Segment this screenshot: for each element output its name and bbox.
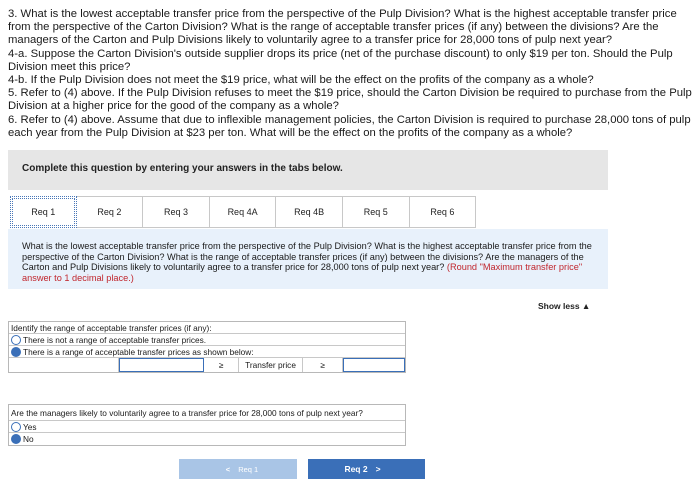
range-input-row bbox=[9, 358, 405, 372]
prompt-rounding-note: (Round "Maximum transfer price" answer to 1 decimal place.) bbox=[22, 262, 583, 283]
radio-no[interactable] bbox=[11, 434, 21, 444]
option-no-row[interactable] bbox=[9, 433, 405, 445]
option-no-label: No bbox=[23, 434, 34, 444]
range-spacer-left bbox=[9, 358, 119, 372]
tab-req-6[interactable]: Req 6 bbox=[410, 196, 477, 228]
question-4a: 4-a. Suppose the Carton Division's outside supplier drops its price (net of the purchase discount) to only $19 per ton. Should the Pulp Division meet this price? bbox=[8, 47, 673, 73]
range-answer-table bbox=[8, 321, 406, 373]
option-range-row[interactable] bbox=[9, 346, 405, 358]
question-4b: 4-b. If the Pulp Division does not meet the $19 price, what will be the effect on the profits of the company as a whole? bbox=[8, 74, 594, 87]
agree-answer-table bbox=[8, 404, 406, 446]
agree-question-row bbox=[9, 405, 405, 421]
question-5: 5. Refer to (4) above. If the Pulp Division refuses to meet the $19 price, should the Carton Division be required to purchase from the Pulp Division at a higher price for the good of the company as a whole? bbox=[8, 87, 692, 113]
tab-req-4a[interactable]: Req 4A bbox=[210, 196, 277, 228]
prompt-text: What is the lowest acceptable transfer price from the perspective of the Pulp Division? What is the highest acceptable transfer price from the perspective of the Carton Division? What is the range of acceptable transfer prices (if any) between the divisions? Are the managers of the Carton and Pulp Divisions likely to voluntarily agree to a transfer price for 28,000 tons of pulp next year? bbox=[22, 241, 592, 273]
range-heading: Identify the range of acceptable transfer prices (if any): bbox=[11, 322, 212, 333]
chevron-right-icon: > bbox=[375, 464, 381, 474]
max-transfer-price-input[interactable] bbox=[343, 358, 405, 372]
option-range-label: There is a range of acceptable transfer prices as shown below: bbox=[23, 346, 254, 357]
radio-no-range[interactable] bbox=[11, 335, 21, 345]
show-less-link[interactable]: Show less ▲ bbox=[538, 301, 591, 311]
next-req-label: Req 2 bbox=[344, 464, 368, 474]
range-heading-row bbox=[9, 322, 405, 334]
prev-req-button[interactable] bbox=[179, 459, 297, 479]
min-transfer-price-input[interactable] bbox=[119, 358, 204, 372]
option-no-range-label: There is not a range of acceptable transfer prices. bbox=[23, 334, 207, 345]
req-tabs bbox=[10, 196, 476, 228]
option-no-range-row[interactable] bbox=[9, 334, 405, 346]
req-prompt bbox=[8, 229, 608, 289]
prev-req-label: Req 1 bbox=[238, 464, 259, 474]
tab-req-1[interactable]: Req 1 bbox=[10, 196, 77, 228]
instruction-text: Complete this question by entering your answers in the tabs below. bbox=[22, 163, 343, 174]
next-req-button[interactable] bbox=[308, 459, 425, 479]
option-yes-label: Yes bbox=[23, 421, 37, 432]
question-3: 3. What is the lowest acceptable transfer price from the perspective of the Pulp Division? What is the highest acceptable transfer price from the perspective of the Carton Division? What is the range of acceptable transfer prices (if any) between the divisions? Are the managers of the Carton and Pulp Divisions likely to voluntarily agree to a transfer price for 28,000 tons of pulp next year? bbox=[8, 8, 677, 47]
tab-req-3[interactable]: Req 3 bbox=[143, 196, 210, 228]
radio-yes[interactable] bbox=[11, 422, 21, 432]
tab-req-5[interactable]: Req 5 bbox=[343, 196, 410, 228]
instruction-bar bbox=[8, 150, 608, 190]
agree-question: Are the managers likely to voluntarily agree to a transfer price for 28,000 tons of pulp next year? bbox=[11, 407, 363, 418]
radio-range[interactable] bbox=[11, 347, 21, 357]
question-list bbox=[8, 8, 692, 140]
tab-req-2[interactable]: Req 2 bbox=[77, 196, 144, 228]
chevron-left-icon: < bbox=[225, 464, 231, 474]
option-yes-row[interactable] bbox=[9, 421, 405, 433]
geq-symbol-1: ≥ bbox=[204, 358, 239, 372]
transfer-price-label: Transfer price bbox=[239, 358, 303, 372]
question-6: 6. Refer to (4) above. Assume that due to inflexible management policies, the Carton Division is required to purchase 28,000 tons of pulp each year from the Pulp Division at $23 per ton. What will be the effect on the profits of the company as a whole? bbox=[8, 113, 691, 139]
geq-symbol-2: ≥ bbox=[303, 358, 343, 372]
tab-req-4b[interactable]: Req 4B bbox=[276, 196, 343, 228]
